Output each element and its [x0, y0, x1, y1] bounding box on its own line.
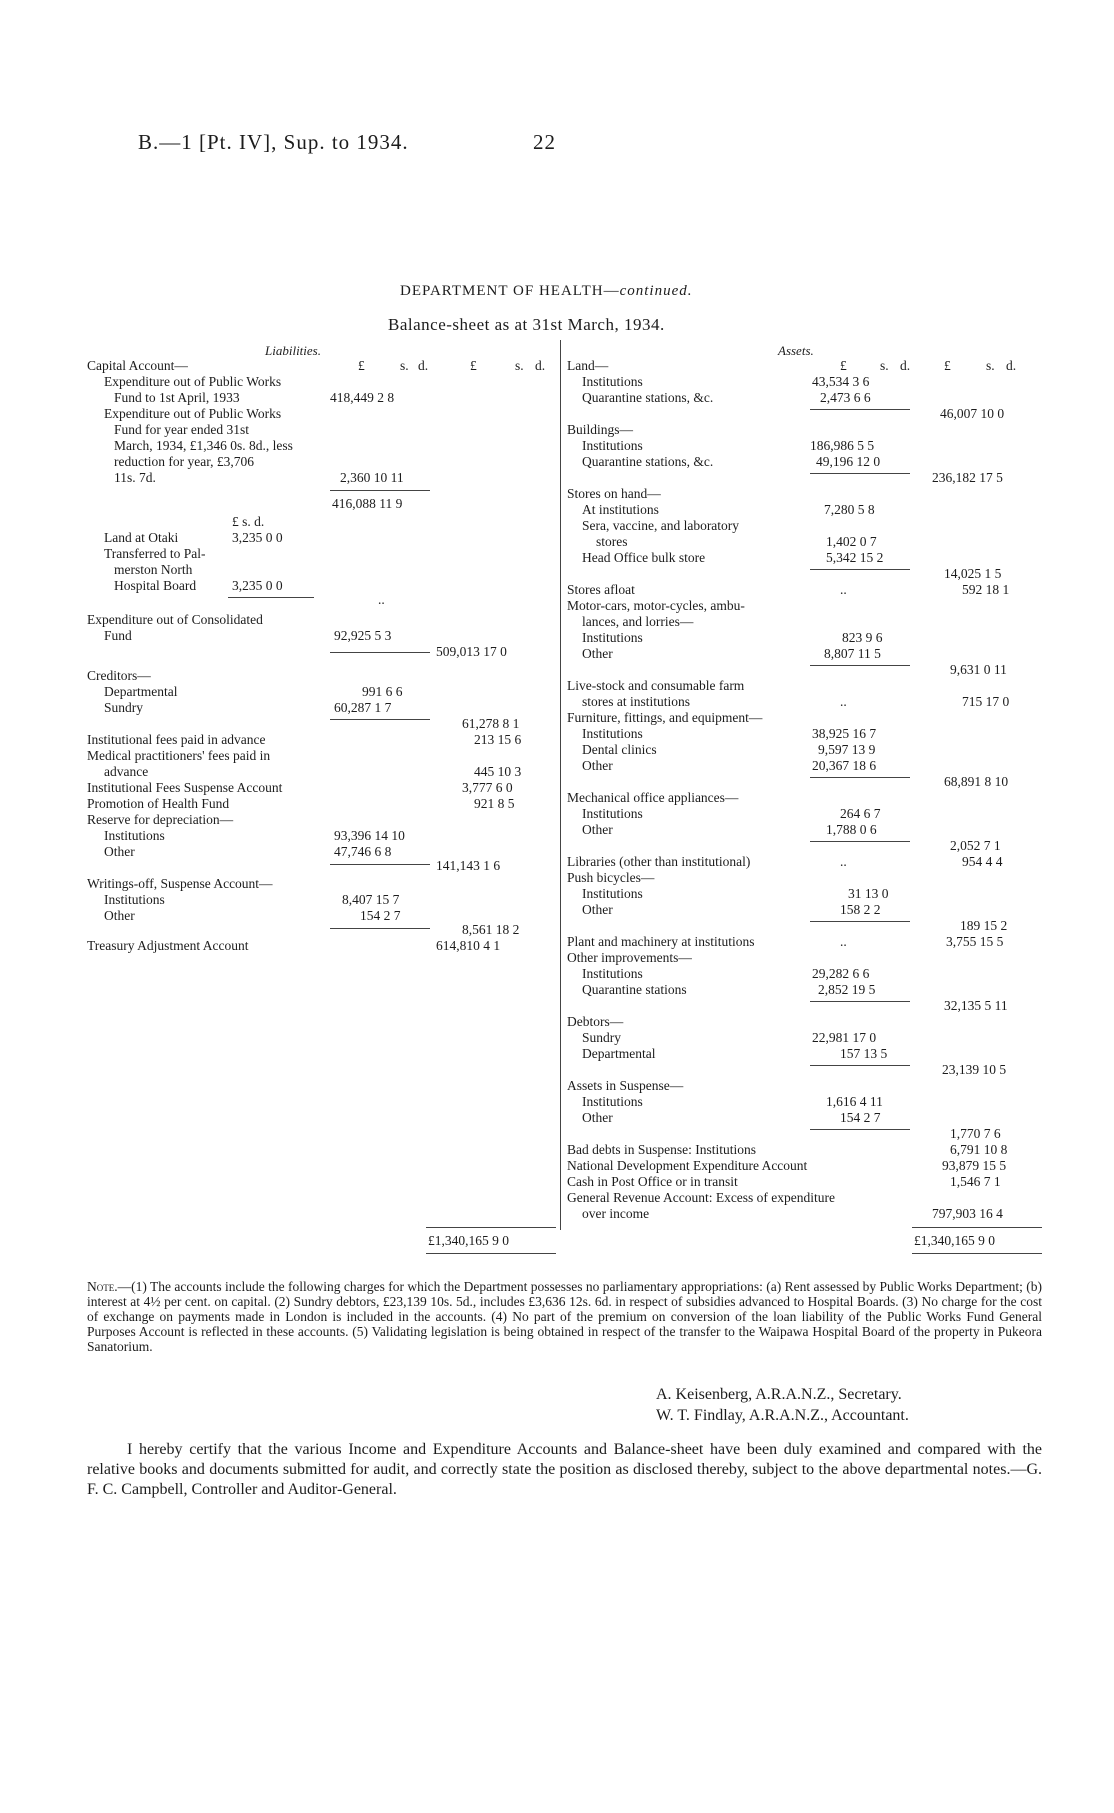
rule: [810, 409, 910, 410]
debtors-heading: Debtors—: [567, 1014, 624, 1029]
amount: 1,402 0 7: [826, 534, 877, 549]
row-label: Sera, vaccine, and laboratory: [582, 518, 740, 533]
creditors-heading: Creditors—: [87, 668, 151, 683]
amount: 418,449 2 8: [330, 390, 395, 405]
row-label: Institutions: [582, 726, 643, 741]
land-heading: Land—: [567, 358, 609, 373]
col-header: d.: [535, 358, 546, 373]
amount: 614,810 4 1: [436, 938, 501, 953]
row-label: Other: [582, 646, 613, 661]
stores-heading: Stores on hand—: [567, 486, 661, 501]
row-label: Promotion of Health Fund: [87, 796, 230, 811]
amount: 154 2 7: [360, 908, 401, 923]
row-label: Other: [582, 822, 613, 837]
rule: [330, 928, 430, 929]
row-label: Treasury Adjustment Account: [87, 938, 249, 953]
col-header: £: [840, 358, 847, 373]
row-label: March, 1934, £1,346 0s. 8d., less: [114, 438, 293, 453]
suspense-heading: Assets in Suspense—: [567, 1078, 684, 1093]
amount: 3,777 6 0: [462, 780, 513, 795]
amount: 186,986 5 5: [810, 438, 875, 453]
row-label: Institutions: [104, 828, 165, 843]
col-header: s.: [880, 358, 889, 373]
reserve-total: 141,143 1 6: [436, 858, 501, 873]
rule: [330, 864, 430, 865]
note: [87, 1279, 1042, 1354]
row-label: Departmental: [104, 684, 178, 699]
row-label: Fund to 1st April, 1933: [114, 390, 240, 405]
amount: 93,396 14 10: [334, 828, 405, 843]
amount: 1,788 0 6: [826, 822, 877, 837]
note-label: Note.: [87, 1279, 118, 1294]
row-label: Institutions: [104, 892, 165, 907]
department-title: DEPARTMENT OF HEALTH—continued.: [400, 283, 693, 299]
rule: [912, 1253, 1042, 1254]
amount: 43,534 3 6: [812, 374, 870, 389]
dots: ..: [840, 582, 847, 597]
amount: 592 18 1: [962, 582, 1010, 597]
buildings-heading: Buildings—: [567, 422, 634, 437]
rule: [426, 1253, 556, 1254]
row-label: Fund for year ended 31st: [114, 422, 249, 437]
liabilities-heading: Liabilities.: [265, 343, 321, 358]
dots: ..: [840, 694, 847, 709]
col-header: s.: [515, 358, 524, 373]
amount: 213 15 6: [474, 732, 522, 747]
row-label: Plant and machinery at institutions: [567, 934, 755, 949]
row-label: Quarantine stations, &c.: [582, 390, 714, 405]
amount: 954 4 4: [962, 854, 1003, 869]
balance-sheet-title: Balance-sheet as at 31st March, 1934.: [388, 315, 665, 334]
row-label: Departmental: [582, 1046, 656, 1061]
row-label: Institutional Fees Suspense Account: [87, 780, 283, 795]
motor-total: 9,631 0 11: [950, 662, 1007, 677]
push-total: 189 15 2: [960, 918, 1008, 933]
row-label: Transferred to Pal-: [104, 546, 206, 561]
note-text: —(1) The accounts include the following charges for which the Department possesses no parliamentary appropriations: (a) Rent assessed by Public Works Department; (b) interest at 4½ per cent. on capital. (2) Sundry debtors, £23,139 10s. 5d., includes £3,636 12s. 6d. in respect of subsidies advanced to Hospital Boards. (3) No charge for the cost of exchange on payments made in London is included in the accounts. (4) No part of the premium on conversion of the loan liability of the Public Works Fund General Purposes Account is reflected in these accounts. (5) Validating legislation is being obtained in respect of the transfer to the Waipawa Hospital Board of the property in Pukeora Sanatorium.: [87, 1279, 1042, 1354]
amount: 157 13 5: [840, 1046, 888, 1061]
capital-total: 509,013 17 0: [436, 644, 507, 659]
row-label: Quarantine stations: [582, 982, 687, 997]
signature-accountant: W. T. Findlay, A.R.A.N.Z., Accountant.: [656, 1407, 909, 1424]
assets-heading: Assets.: [778, 343, 814, 358]
rule: [810, 921, 910, 922]
row-label: Other: [582, 902, 613, 917]
amount: 154 2 7: [840, 1110, 881, 1125]
dots: ..: [840, 934, 847, 949]
rule: [810, 1001, 910, 1002]
col-header: £: [944, 358, 951, 373]
col-header: s.: [986, 358, 995, 373]
mechanical-heading: Mechanical office appliances—: [567, 790, 739, 805]
rule: [330, 719, 430, 720]
amount: 38,925 16 7: [812, 726, 877, 741]
row-label: Institutions: [582, 886, 643, 901]
amount: 22,981 17 0: [812, 1030, 877, 1045]
col-header: d.: [1006, 358, 1017, 373]
row-label: Sundry: [104, 700, 144, 715]
row-label: Institutional fees paid in advance: [87, 732, 266, 747]
row-label: At institutions: [582, 502, 659, 517]
amount: 2,473 6 6: [820, 390, 871, 405]
page-number: 22: [533, 130, 556, 154]
row-label: Medical practitioners' fees paid in: [87, 748, 271, 763]
amount: 7,280 5 8: [824, 502, 875, 517]
rule: [426, 1227, 556, 1228]
row-label: Institutions: [582, 1094, 643, 1109]
amount: 158 2 2: [840, 902, 881, 917]
signature-secretary: A. Keisenberg, A.R.A.N.Z., Secretary.: [656, 1386, 902, 1403]
assets-grand-total: £1,340,165 9 0: [914, 1233, 995, 1248]
writeoff-total: 8,561 18 2: [462, 922, 520, 937]
creditors-total: 61,278 8 1: [462, 716, 520, 731]
rule: [330, 652, 430, 653]
subtotal: 416,088 11 9: [332, 496, 403, 511]
row-label: Expenditure out of Public Works: [104, 406, 282, 421]
auditor-certificate: I hereby certify that the various Income and Expenditure Accounts and Balance-sheet have been duly examined and compared with the relative books and documents submitted for audit, and correctly state the position as disclosed thereby, subject to the above departmental notes.—G. F. C. Campbell, Controller and Auditor-General.: [87, 1441, 1042, 1498]
row-label: National Development Expenditure Account: [567, 1158, 808, 1173]
amount: 20,367 18 6: [812, 758, 877, 773]
amount: 2,852 19 5: [818, 982, 876, 997]
amount: 5,342 15 2: [826, 550, 884, 565]
debtors-total: 23,139 10 5: [942, 1062, 1007, 1077]
amount: 3,235 0 0: [232, 530, 283, 545]
row-label: Institutions: [582, 374, 643, 389]
row-label: Stores afloat: [567, 582, 635, 597]
amount: 8,807 11 5: [824, 646, 881, 661]
amount: 93,879 15 5: [942, 1158, 1007, 1173]
liabilities-grand-total: £1,340,165 9 0: [428, 1233, 509, 1248]
amount: 264 6 7: [840, 806, 881, 821]
col-header: d.: [418, 358, 429, 373]
row-label: Libraries (other than institutional): [567, 854, 751, 869]
dots: ..: [378, 592, 385, 607]
mechanical-total: 2,052 7 1: [950, 838, 1001, 853]
row-label: Motor-cars, motor-cycles, ambu-: [567, 598, 745, 613]
amount: 31 13 0: [848, 886, 889, 901]
amount: 3,235 0 0: [232, 578, 283, 593]
amount: 991 6 6: [362, 684, 403, 699]
amount: 92,925 5 3: [334, 628, 392, 643]
amount: 6,791 10 8: [950, 1142, 1008, 1157]
writeoff-heading: Writings-off, Suspense Account—: [87, 876, 273, 891]
capital-heading: Capital Account—: [87, 358, 188, 373]
row-label: Quarantine stations, &c.: [582, 454, 714, 469]
row-label: General Revenue Account: Excess of expenditure: [567, 1190, 836, 1205]
row-label: Cash in Post Office or in transit: [567, 1174, 738, 1189]
row-label: Bad debts in Suspense: Institutions: [567, 1142, 756, 1157]
row-label: 11s. 7d.: [114, 470, 156, 485]
col-header: d.: [900, 358, 911, 373]
amount: 823 9 6: [842, 630, 883, 645]
row-label: Hospital Board: [114, 578, 197, 593]
dots: ..: [840, 854, 847, 869]
amount: 1,616 4 11: [826, 1094, 883, 1109]
amount: 9,597 13 9: [818, 742, 876, 757]
row-label: lances, and lorries—: [582, 614, 694, 629]
row-label: Institutions: [582, 438, 643, 453]
amount: 715 17 0: [962, 694, 1010, 709]
amount: 797,903 16 4: [932, 1206, 1003, 1221]
row-label: Live-stock and consumable farm: [567, 678, 745, 693]
stores-total: 14,025 1 5: [944, 566, 1002, 581]
row-label: Head Office bulk store: [582, 550, 706, 565]
rule: [228, 597, 314, 598]
amount: 8,407 15 7: [342, 892, 400, 907]
row-label: Other: [582, 758, 613, 773]
rule: [810, 665, 910, 666]
row-label: reduction for year, £3,706: [114, 454, 255, 469]
reserve-heading: Reserve for depreciation—: [87, 812, 234, 827]
rule: [810, 473, 910, 474]
row-label: over income: [582, 1206, 650, 1221]
page-ref: B.—1 [Pt. IV], Sup. to 1934.: [138, 130, 409, 154]
amount: 47,746 6 8: [334, 844, 392, 859]
furniture-heading: Furniture, fittings, and equipment—: [567, 710, 763, 725]
rule: [810, 841, 910, 842]
row-label: Other: [104, 844, 135, 859]
rule: [810, 1129, 910, 1130]
rule: [810, 777, 910, 778]
improvements-heading: Other improvements—: [567, 950, 692, 965]
row-label: merston North: [114, 562, 193, 577]
rule: [912, 1227, 1042, 1228]
col-header: s.: [400, 358, 409, 373]
furniture-total: 68,891 8 10: [944, 774, 1009, 789]
row-label: Expenditure out of Public Works: [104, 374, 282, 389]
rule: [810, 1065, 910, 1066]
row-label: Other: [582, 1110, 613, 1125]
row-label: Land at Otaki: [104, 530, 179, 545]
row-label: Sundry: [582, 1030, 622, 1045]
row-label: stores at institutions: [582, 694, 690, 709]
col-header: £: [358, 358, 365, 373]
row-label: Fund: [104, 628, 132, 643]
rule: [810, 569, 910, 570]
rule: [330, 490, 430, 491]
row-label: advance: [104, 764, 149, 779]
push-heading: Push bicycles—: [567, 870, 655, 885]
row-label: Institutions: [582, 630, 643, 645]
amount: 2,360 10 11: [340, 470, 404, 485]
amount: 29,282 6 6: [812, 966, 870, 981]
row-label: Other: [104, 908, 135, 923]
amount: 49,196 12 0: [816, 454, 881, 469]
improvements-total: 32,135 5 11: [944, 998, 1008, 1013]
col-header: £: [470, 358, 477, 373]
buildings-total: 236,182 17 5: [932, 470, 1003, 485]
col-header: £ s. d.: [232, 514, 265, 529]
suspense-total: 1,770 7 6: [950, 1126, 1001, 1141]
amount: 60,287 1 7: [334, 700, 392, 715]
amount: 921 8 5: [474, 796, 515, 811]
column-divider: [560, 340, 561, 1230]
amount: 1,546 7 1: [950, 1174, 1001, 1189]
row-label: stores: [596, 534, 628, 549]
land-total: 46,007 10 0: [940, 406, 1005, 421]
amount: 3,755 15 5: [946, 934, 1004, 949]
row-label: Institutions: [582, 966, 643, 981]
row-label: Institutions: [582, 806, 643, 821]
row-label: Expenditure out of Consolidated: [87, 612, 263, 627]
amount: 445 10 3: [474, 764, 522, 779]
row-label: Dental clinics: [582, 742, 657, 757]
